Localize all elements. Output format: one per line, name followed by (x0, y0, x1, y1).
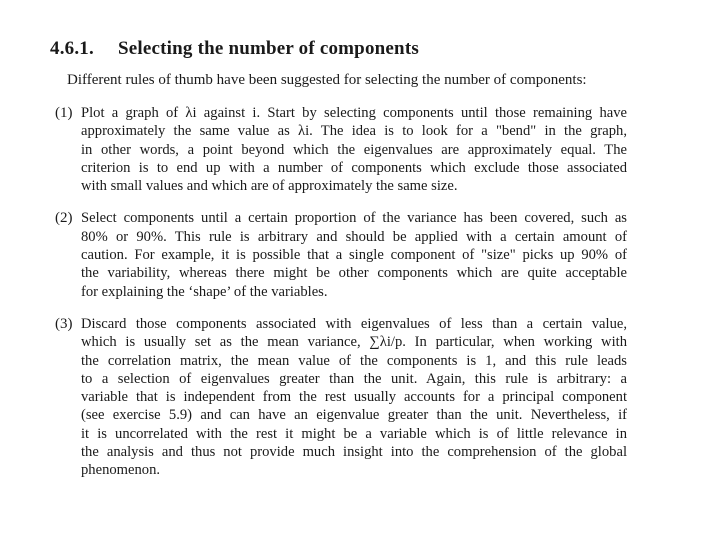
rule-number: (1) (55, 105, 73, 121)
rule-number: (2) (55, 210, 73, 227)
rule-line: with small values and which are of approximately the same size. (81, 178, 458, 195)
rule-line: criterion is to end up with a number of components which exclude those associated (81, 159, 627, 176)
rule-text (81, 104, 627, 195)
rule-line: (see exercise 5.9) and can have an eigenvalue greater than the unit. Nevertheless, if (81, 407, 627, 424)
rule-line: Select components until a certain proportion of the variance has been covered, such as (81, 210, 627, 227)
rule-item (55, 315, 627, 480)
rule-line: phenomenon. (81, 462, 161, 479)
rule-item (55, 209, 627, 300)
rule-number: (3) (55, 315, 73, 332)
rule-line: Plot a graph of λi against i. Start by selecting components until those remaining have (81, 105, 627, 121)
section-number: 4.6.1. (50, 38, 94, 59)
rule-line: to a selection of eigenvalues greater than the unit. Again, this rule is arbitrary: a (81, 370, 627, 387)
rule-line: for explaining the ‘shape’ of the variables. (81, 283, 328, 300)
rule-line: in other words, a point beyond which the eigenvalues are approximately equal. The (81, 141, 627, 158)
rule-line: approximately the same value as λi. The idea is to look for a "bend" in the graph, (81, 123, 627, 140)
section-title: Selecting the number of components (118, 38, 419, 59)
rule-text (81, 209, 627, 300)
rule-line: it is uncorrelated with the rest it might be a variable which is of little relevance in (81, 425, 627, 442)
rule-item (55, 104, 627, 195)
intro-text: Different rules of thumb have been suggested for selecting the number of components: (67, 72, 587, 88)
rule-line: 80% or 90%. This rule is arbitrary and should be applied with a certain amount of (81, 228, 627, 245)
section-heading (50, 38, 419, 60)
rule-line: the variability, whereas there might be other components which are quite acceptable (81, 265, 627, 282)
rule-line: variable that is independent from the rest usually accounts for a principal component (81, 389, 627, 406)
rule-text (81, 315, 627, 480)
rule-line: caution. For example, it is possible that a single component of "size" picks up 90% of (81, 247, 627, 264)
rule-line: which is usually set as the mean variance, ∑λi/p. In particular, when working with (81, 334, 627, 351)
rule-line: Discard those components associated with eigenvalues of less than a certain value, (81, 315, 627, 332)
rule-line: the analysis and thus not provide much insight into the comprehension of the global (81, 444, 627, 461)
rules-list (55, 104, 627, 494)
rule-line: the correlation matrix, the mean value of the components is 1, and this rule leads (81, 352, 627, 369)
